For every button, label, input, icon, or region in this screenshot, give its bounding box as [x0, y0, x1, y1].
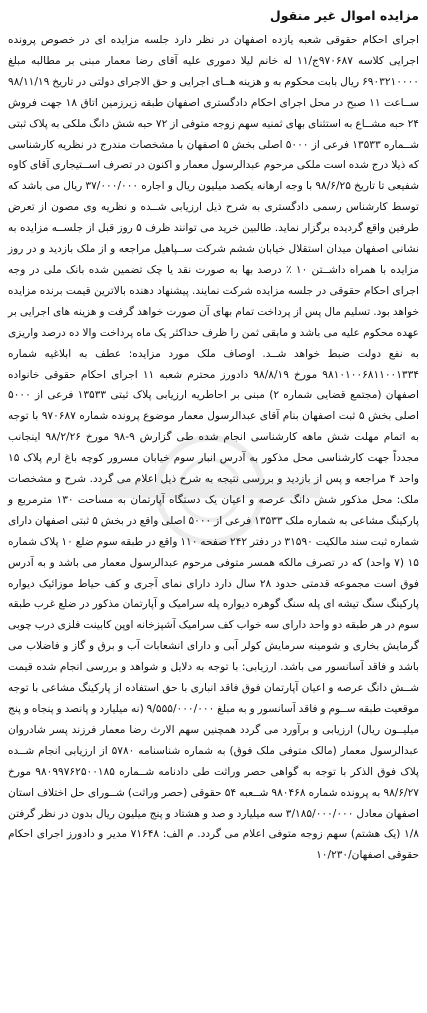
notice-title: مزایده اموال غیر منقول: [269, 8, 419, 23]
notice-body: اجرای احکام حقوقی شعبه یازده اصفهان در نظر دارد جلسه مزایده ای در خصوص پرونده اجرایی کلاسه ۹۷۰۶۸۷ج/۱۱ له خانم لیلا دموری علیه آقای رضا معمار مبنی بر مطالبه مبلغ ۶۹۰۳۲۱۰۰۰۰ ریال بابت محکوم به و هزینه هــای اجرایی و حق الاجرای دولتی در تاریخ ۹۸/۱۱/۱۹ ســاعت ۱۱ صبح در محل اجرای احکام دادگستری اصفهان طبقه زیرزمین اتاق ۱۸ جهت فروش ۲۴ حبه مشــاع به استثنای بهای ثمنیه سهم زوجه متوفی از ۷۲ حبه شش دانگ ملکی به پلاک ثبتی شــماره ۱۳۵۳۳ فرعی از ۵۰۰۰ اصلی بخش ۵ اصفهان با مشخصات مندرج در نظریه کارشناسی که ذیلا درج شده است ملکی مرحوم عبدالرسول معمار و اکنون در تصرف اســتیجاری آقای کاوه شفیعی تا تاریخ ۹۸/۶/۲۵ با وجه ارهانه یکصد میلیون ریال و اجاره ۳۷/۰۰۰/۰۰۰ ریال می باشد که توسط کارشناس رسمی دادگستری به شرح ذیل ارزیابی شــده و نظریه وی مصون از تعرض طرفین واقع گردیده برگزار نماید. طالبین خرید می توانند ظرف ۵ روز قبل از جلســه مزایده به نشانی اصفهان میدان استقلال خیابان ششم شرکت ســپاهیل مراجعه و از ملک بازدید و در روز مزایده با همراه داشــتن ۱۰ ٪ درصد بها به صورت نقد یا چک تضمین شده بانک ملی در وجه اجرای احکام حقوقی در جلسه مزایده شرکت نمایند. پیشنهاد دهنده بالاترین قیمت برنده مزایده خواهد بود. تسلیم مال پس از پرداخت تمام بهای آن صورت خواهد گرفت و هزینه های اجرایی بر عهده محکوم علیه می باشد و مابقی ثمن را ظرف حداکثر یک ماه پرداخت والا ده درصد واریزی به نفع دولت ضبط خواهد شــد. اوصاف ملک مورد مزایده: عطف به ابلاغیه شماره ۹۸۱۰۱۰۰۶۸۱۱۰۰۱۳۳۴ مورخ ۹۸/۸/۱۹ دادورز محترم شعبه ۱۱ اجرای احکام حقوقی خانواده اصفهان (مجتمع قضایی شماره ۲) مبنی بر احاطریه ارزیابی پلاک ثبتی ۱۳۵۳۳ فرعی از ۵۰۰۰ اصلی بخش ۵ ثبت اصفهان بنام آقای عبدالرسول معمار موضوع پرونده شماره ۹۷۰۶۸۷ با توجه به اتمام مهلت شش ماهه کارشناسی انجام شده طی گزارش ۹-۹۸ مورخ ۹۸/۲/۲۶ اینجانب مجدداً جهت کارشناسی محل مذکور به آدرس انبار سوم خیابان مسرور کوچه باغ ارم پلاک ۱۵ واحد ۴ مراجعه و پس از بازدید و بررسی نتیجه به شرح ذیل اعلام می گردد. شرح و مشخصات ملک: محل مذکور شش دانگ عرصه و اعیان یک دستگاه آپارتمان به مساحت ۱۳۰ مترمربع و پارکینگ مشاعی به شماره ملک ۱۳۵۳۳ فرعی از ۵۰۰۰ اصلی واقع در بخش ۵ ثبتی اصفهان دارای شماره ثبت سند مالکیت ۳۱۵۹۰ در دفتر ۲۴۲ صفحه ۱۱۰ واقع در طبقه سوم ضلع ۱۰ پلاک شماره ۱۵ (۷ واحد) که در تصرف مالکه همسر متوفی مرحوم عبدالرسول معمار می باشد و به آدرس فوق است مجموعه قدمتی حدود ۲۸ سال دارد دارای نمای آجری و کف حیاط موزائیک دیواره پارکینگ سنگ تیشه ای پله سنگ گوهره دیواره پله سرامیک و آپارتمان مذکور در ضلع غرب طبقه سوم در هر طبقه دو واحد دارای سه خواب کف سرامیک آشپزخانه اوپن کابینت فلزی درب چوبی گرمایش بخاری و شومینه سرمایش کولر آبی و دارای انشعابات آب و برق و گاز و فاضلاب می باشد و فاقد آسانسور می باشد. ارزیابی: با توجه به دلایل و شواهد و بررسی انجام شده قیمت شــش دانگ عرصه و اعیان آپارتمان فوق فاقد انباری با حق استفاده از پارکینگ مشاعی با توجه موقعیت طبقه ســوم و فاقد آسانسور و به مبلغ ۹/۵۵۵/۰۰۰/۰۰۰ (نه میلیارد و پانصد و پنجاه و پنج میلیــون ریال) ارزیابی و برآورد می گردد همچنین سهم الارث رضا معمار فرزند پسر شادروان عبدالرسول معمار (مالک متوفی ملک فوق) به شماره شناسنامه ۵۷۸۰ از ارزیابی انجام شــده پلاک فوق الذکر با توجه به گواهی حصر وراثت طی دادنامه شــماره ۹۸۰۹۹۷۶۲۵۰۰۱۸۵ مورخ ۹۸/۶/۲۷ به پرونده شماره ۹۸۰۴۶۸ شــعبه ۵۴ حقوقی (حصر وراثت) شــورای حل اختلاف استان اصفهان معادل ۳/۱۸۵/۰۰۰/۰۰۰ سه میلیارد و صد و هشتاد و پنج میلیون ریال بدون در نظر گرفتن ۱/۸ (یک هشتم) سهم زوجه متوفی اعلام می گردد. م الف: ۷۱۶۴۸ مدیر و دادورز اجرای احکام حقوقی اصفهان/۱۰/۲۳۰: [8, 34, 420, 862]
